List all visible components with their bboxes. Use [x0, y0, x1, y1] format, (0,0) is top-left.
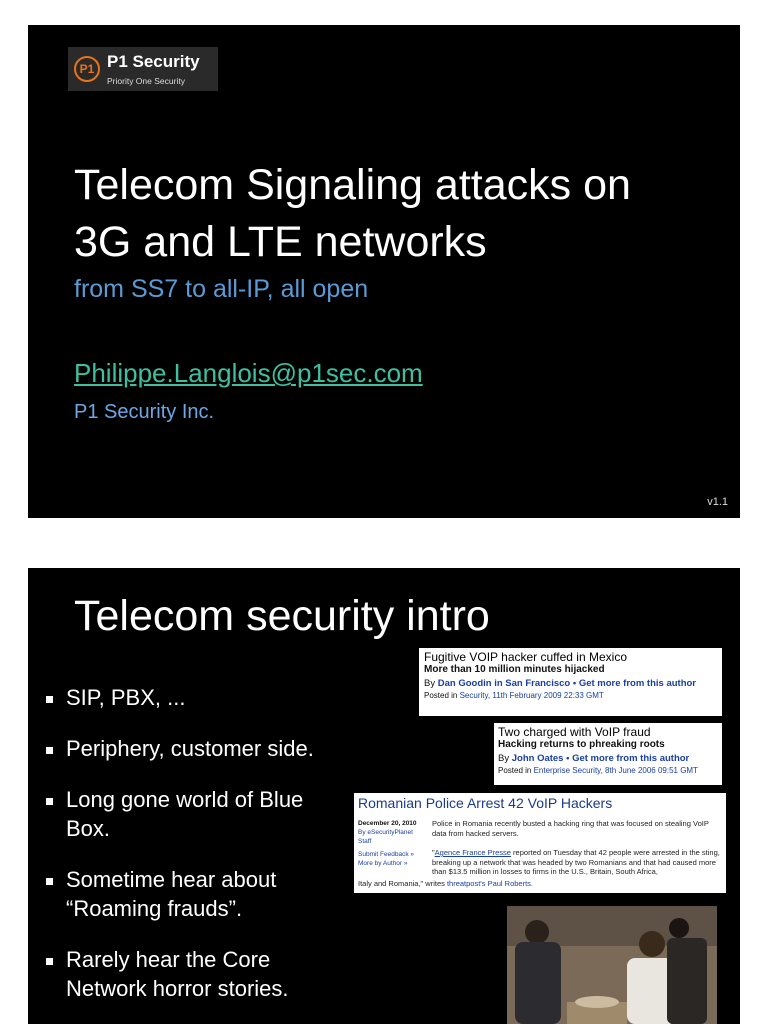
bullet-item: Rarely hear the Core Network horror stories.: [46, 945, 336, 1003]
p1-logo-icon: P1: [74, 56, 100, 82]
bullet-item: Periphery, customer side.: [46, 734, 336, 763]
bullet-icon: [46, 798, 53, 805]
clip-byline: By John Oates • Get more from this author: [498, 753, 690, 764]
intro-slide: [28, 568, 740, 1024]
bullet-icon: [46, 747, 53, 754]
bullet-item: SIP, PBX, ...: [46, 683, 336, 712]
clip-headline: Romanian Police Arrest 42 VoIP Hackers: [358, 795, 613, 811]
title-line-1: Telecom Signaling attacks on: [74, 161, 631, 209]
slide-title: Telecom security intro: [74, 592, 490, 640]
clip-byline: By Dan Goodin in San Francisco • Get more from this author: [424, 678, 697, 689]
title-line-2: 3G and LTE networks: [74, 218, 487, 266]
title-slide: [28, 25, 740, 518]
clip-headline: Two charged with VoIP fraud: [498, 725, 651, 739]
slide-title: [74, 157, 631, 271]
bullet-icon: [46, 958, 53, 965]
bullet-icon: [46, 696, 53, 703]
bullet-item: Long gone world of Blue Box.: [46, 785, 336, 843]
clip-sidebar: December 20, 2010 By eSecurityPlanet Staff Submit Feedback » More by Author »: [358, 820, 417, 867]
clip-posted: Posted in Security, 11th February 2009 22:33 GMT: [424, 691, 604, 700]
blue-box-photo: [507, 906, 717, 1024]
clip-headline: Fugitive VOIP hacker cuffed in Mexico: [424, 650, 627, 664]
clip-body: Police in Romania recently busted a hacking ring that was focused on stealing VoIP data from hacked servers. "Agence France Presse reported on Tuesday that 42 people were arrested in the sting, breaking up a network that was headed by two Romanians and that had caused more than $13.5 million in losses to firms in the U.S., Britain, South Africa,: [432, 819, 720, 876]
news-clipping-voip-hacker: [419, 648, 722, 716]
slide-subtitle: from SS7 to all-IP, all open: [74, 275, 369, 303]
clip-posted: Posted in Enterprise Security, 8th June 2006 09:51 GMT: [498, 766, 698, 775]
bullet-item: Sometime hear about “Roaming frauds”.: [46, 865, 336, 923]
news-clipping-voip-fraud: [494, 723, 722, 785]
news-clipping-romanian-police: [354, 793, 726, 893]
clip-subhead: Hacking returns to phreaking roots: [498, 739, 665, 750]
bullet-list: [46, 683, 336, 1003]
logo-tagline: Priority One Security: [107, 76, 185, 86]
photo-illustration: [507, 906, 717, 1024]
clip-body-end: Italy and Romania," writes threatpost's Paul Roberts.: [358, 879, 534, 888]
p1-security-logo: [68, 47, 218, 91]
bullet-icon: [46, 878, 53, 885]
author-email-link[interactable]: Philippe.Langlois@p1sec.com: [74, 358, 423, 388]
company-name: P1 Security Inc.: [74, 401, 215, 423]
logo-name: P1 Security: [107, 52, 200, 71]
clip-subhead: More than 10 million minutes hijacked: [424, 664, 605, 675]
version-label: v1.1: [707, 496, 728, 508]
